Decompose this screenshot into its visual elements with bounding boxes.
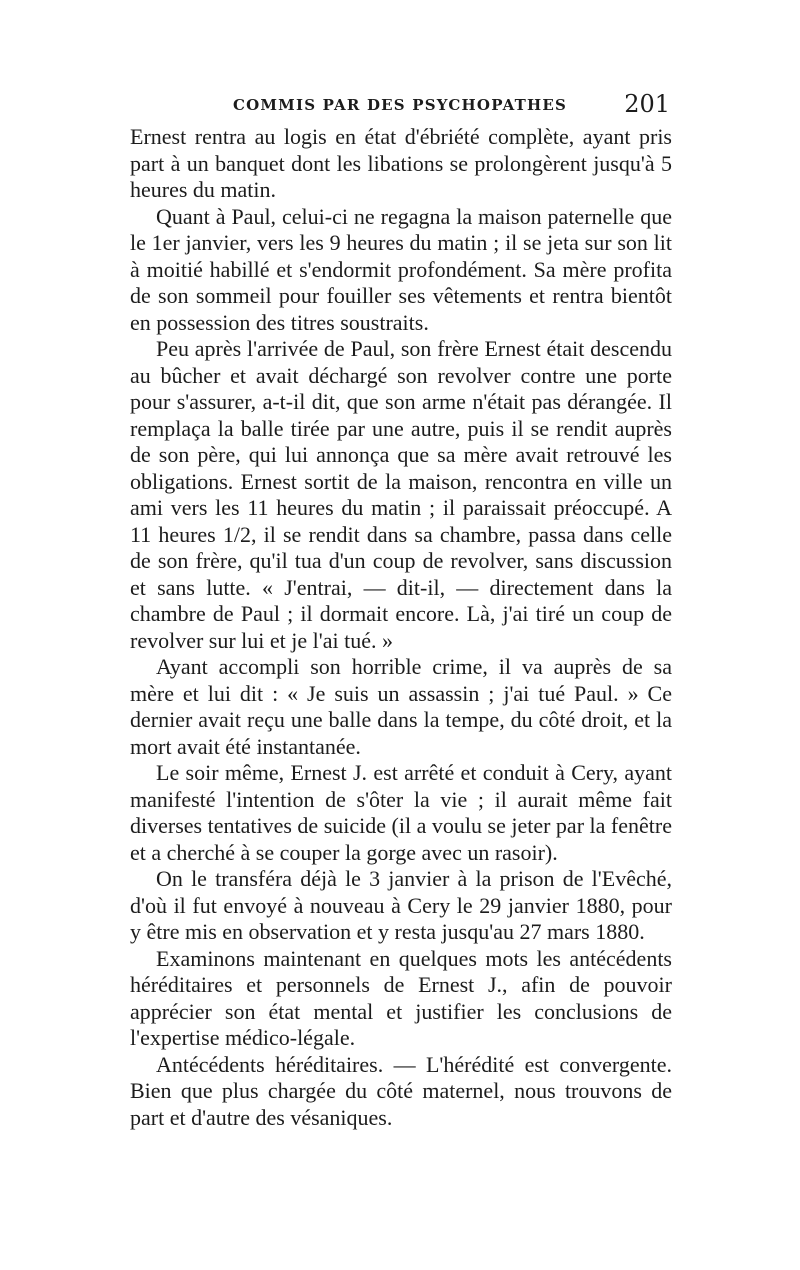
paragraph: On le transféra déjà le 3 janvier à la prison de l'Evêché, d'où il fut envoyé à nouveau à Cery le 29 janvier 1880, pour y être mis en observation et y resta jusqu'au 27 mars 1880. (130, 866, 672, 944)
paragraph: Le soir même, Ernest J. est arrêté et conduit à Cery, ayant manifesté l'intention de s'ôter la vie ; il aurait même fait diverses tentatives de suicide (il a voulu se jeter par la fenêtre et a cherché à se couper la gorge avec un rasoir). (130, 760, 672, 865)
paragraph: Quant à Paul, celui-ci ne regagna la maison paternelle que le 1er janvier, vers les 9 heures du matin ; il se jeta sur son lit à moitié habillé et s'endormit profondément. Sa mère profita de son sommeil pour fouiller ses vêtements et rentra bientôt en possession des titres soustraits. (130, 203, 672, 335)
running-title: COMMIS PAR DES PSYCHOPATHES (232, 96, 568, 114)
body-text (130, 124, 672, 1131)
paragraph: Antécédents héréditaires. — L'hérédité est convergente. Bien que plus chargée du côté maternel, nous trouvons de part et d'autre des vésaniques. (130, 1051, 672, 1130)
page-number: 201 (624, 90, 670, 118)
paragraph: Examinons maintenant en quelques mots les antécédents héréditaires et personnels de Ernest J., afin de pouvoir apprécier son état mental et justifier les conclusions de l'expertise médico-légale. (130, 945, 672, 1050)
paragraph: Peu après l'arrivée de Paul, son frère Ernest était descendu au bûcher et avait déchargé son revolver contre une porte pour s'assurer, a-t-il dit, que son arme n'était pas dérangée. Il remplaça la balle tirée par une autre, puis il se rendit auprès de son père, qui lui annonça que sa mère avait retrouvé les obligations. Ernest sortit de la maison, rencontra en ville un ami vers les 11 heures du matin ; il paraissait préoccupé. A 11 heures 1/2, il se rendit dans sa chambre, passa dans celle de son frère, qu'il tua d'un coup de revolver, sans discussion et sans lutte. « J'entrai, — dit-il, — directement dans la chambre de Paul ; il dormait encore. Là, j'ai tiré un coup de revolver sur lui et je l'ai tué. » (130, 336, 672, 653)
paragraph: Ayant accompli son horrible crime, il va auprès de sa mère et lui dit : « Je suis un assassin ; j'ai tué Paul. » Ce dernier avait reçu une balle dans la tempe, du côté droit, et la mort avait été instantanée. (130, 654, 672, 759)
running-head (130, 90, 670, 124)
paragraph: Ernest rentra au logis en état d'ébriété complète, ayant pris part à un banquet dont les libations se prolongèrent jusqu'à 5 heures du matin. (130, 124, 672, 202)
